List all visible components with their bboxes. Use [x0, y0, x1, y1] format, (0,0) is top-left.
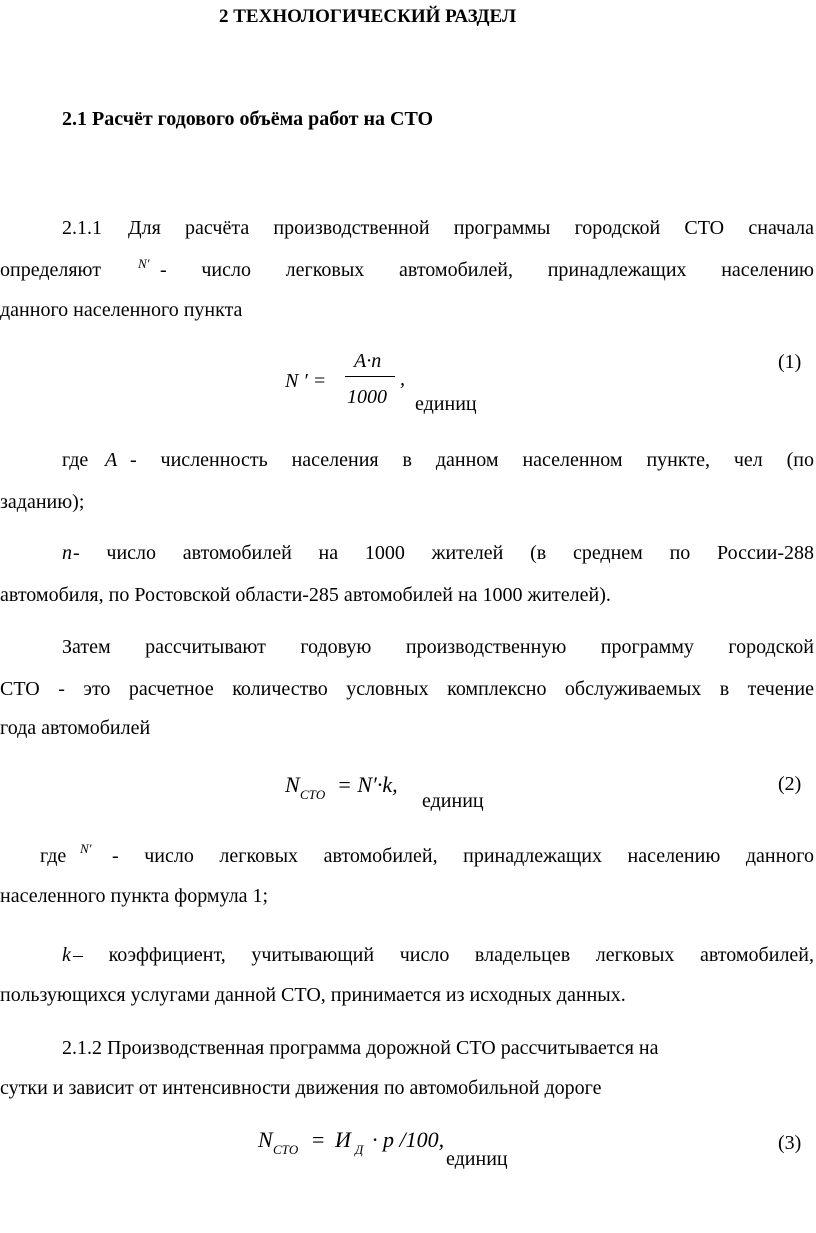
paragraph-line: населенного пункта формула 1;	[0, 885, 269, 907]
paragraph-line: года автомобилей	[0, 717, 151, 739]
paragraph-line: 2.1.2 Производственная программа дорожной СТО рассчитывается на	[62, 1037, 659, 1059]
equation-symbol: И	[335, 1127, 351, 1152]
fraction-numerator: A·n	[354, 350, 382, 372]
variable-n: n	[62, 542, 72, 564]
equation-symbol: N	[285, 772, 300, 797]
equation-comma: ,	[400, 368, 405, 390]
paragraph-line: – коэффициент, учитывающий число владельцев легковых автомобилей,	[73, 944, 814, 966]
paragraph-line: - число автомобилей на 1000 жителей (в среднем по России-288	[73, 542, 814, 564]
equation-unit: единиц	[422, 790, 484, 812]
equation-number: (2)	[778, 773, 802, 795]
equation-unit: единиц	[415, 393, 477, 415]
subsection-title: 2.1 Расчёт годового объёма работ на СТО	[62, 108, 434, 130]
paragraph-line: определяют	[0, 259, 101, 281]
paragraph-line: данного населенного пункта	[0, 299, 243, 321]
equation-number: (1)	[778, 351, 802, 373]
equation-subscript: Д	[355, 1142, 364, 1157]
paragraph-line: где	[40, 845, 67, 867]
variable-k: k	[62, 944, 71, 966]
paragraph-number: 2.1.1	[62, 217, 102, 239]
equation-number: (3)	[778, 1132, 802, 1154]
paragraph-line: где	[62, 449, 89, 471]
equation-unit: единиц	[446, 1148, 508, 1170]
variable-n-prime: N′	[80, 841, 92, 856]
equation-subscript: СТО	[273, 1142, 299, 1157]
variable-a: A	[105, 449, 118, 471]
equation-rhs: · p /100,	[372, 1127, 445, 1152]
paragraph-line: - число легковых автомобилей, принадлежащих населению	[160, 259, 814, 281]
paragraph-line: Затем рассчитывают годовую производственную программу городской	[62, 636, 814, 658]
section-title: 2 ТЕХНОЛОГИЧЕСКИЙ РАЗДЕЛ	[219, 6, 517, 27]
equation-equals: =	[312, 1127, 325, 1152]
equation-lhs: N ′ =	[285, 370, 327, 392]
variable-n-prime: N′	[138, 256, 150, 271]
equation-rhs: = N′·k,	[337, 772, 398, 797]
paragraph-line: - число легковых автомобилей, принадлежащих населению данного	[112, 845, 814, 867]
equation-symbol: N	[258, 1127, 273, 1152]
paragraph-line: пользующихся услугами данной СТО, принимается из исходных данных.	[0, 984, 626, 1006]
paragraph-line: автомобиля, по Ростовской области-285 автомобилей на 1000 жителей).	[0, 584, 611, 606]
equation-subscript: СТО	[300, 787, 326, 802]
paragraph-line: сутки и зависит от интенсивности движения по автомобильной дороге	[0, 1077, 602, 1099]
fraction-denominator: 1000	[347, 386, 387, 408]
paragraph-line: заданию);	[0, 491, 85, 513]
paragraph-line: Для расчёта производственной программы городской СТО сначала	[128, 217, 814, 239]
paragraph-line: СТО - это расчетное количество условных комплексно обслуживаемых в течение	[0, 678, 814, 700]
paragraph-line: - численность населения в данном населенном пункте, чел (по	[130, 449, 814, 471]
fraction-bar	[345, 376, 395, 377]
